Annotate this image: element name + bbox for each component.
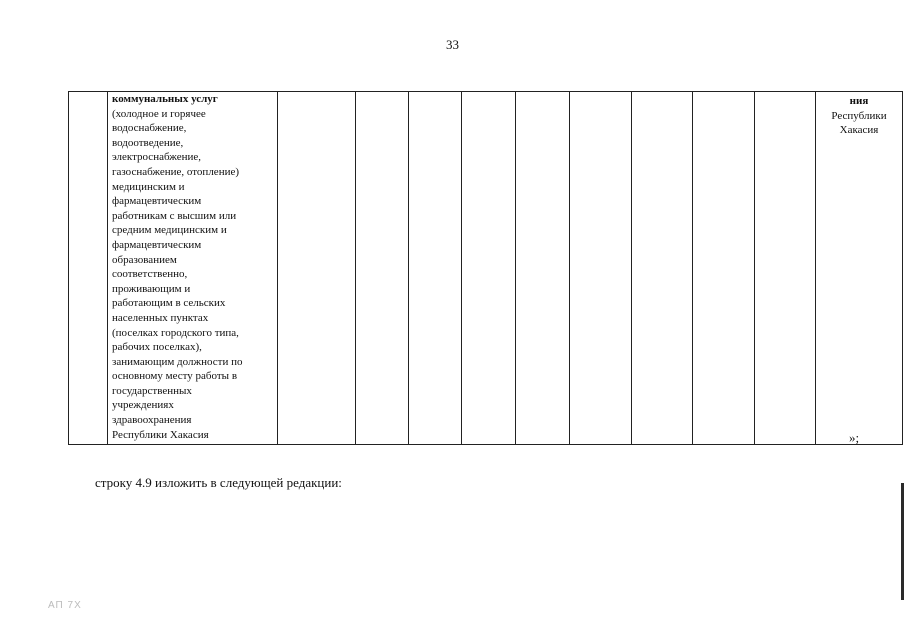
table-cell <box>516 92 570 445</box>
table-cell <box>462 92 516 445</box>
description-line: соответственно, <box>112 268 188 281</box>
description-line: водоотведение, <box>112 136 184 149</box>
description-line: учреждениях <box>112 399 174 412</box>
description-line: фармацевтическим <box>112 238 202 251</box>
description-line: государственных <box>112 384 192 397</box>
table-cell <box>278 92 356 445</box>
description-line: газоснабжение, отопление) <box>112 165 240 178</box>
description-line: работающим в сельских <box>112 297 226 310</box>
footer-code: АП 7Х <box>48 600 82 611</box>
margin-scan-mark <box>901 483 904 600</box>
description-line: рабочих поселках), <box>112 341 202 354</box>
table-cell <box>755 92 816 445</box>
page-number: 33 <box>446 37 459 52</box>
closing-quote: »; <box>849 430 860 445</box>
table-cell <box>409 92 462 445</box>
description-line: водоснабжение, <box>112 122 187 135</box>
executor-line: ния <box>849 95 869 107</box>
description-line: (поселках городского типа, <box>112 326 239 339</box>
executor-line: Республики <box>831 109 887 122</box>
table-cell <box>356 92 409 445</box>
description-line: Республики Хакасия <box>112 428 209 441</box>
description-line: занимающим должности по <box>112 355 243 368</box>
description-line: фармацевтическим <box>112 195 202 208</box>
description-line: коммунальных услуг <box>112 93 218 105</box>
instruction-text: строку 4.9 изложить в следующей редакции: <box>95 475 342 490</box>
executor-line: Хакасия <box>839 124 879 137</box>
table-cell-number <box>69 92 108 445</box>
table-cell <box>632 92 693 445</box>
table-cell <box>570 92 632 445</box>
description-line: основному месту работы в <box>112 370 238 383</box>
table-row <box>69 92 903 445</box>
description-line: работникам с высшим или <box>112 209 237 222</box>
description-line: электроснабжение, <box>112 151 202 164</box>
table-cell-executor <box>816 92 903 445</box>
table-cell-description <box>108 92 278 445</box>
description-line: образованием <box>112 253 177 266</box>
budget-table <box>68 91 903 445</box>
description-line: проживающим и <box>112 282 191 295</box>
description-line: медицинским и <box>112 180 185 193</box>
description-line: населенных пунктах <box>112 311 209 324</box>
description-line: средним медицинским и <box>112 224 227 237</box>
description-line: (холодное и горячее <box>112 107 206 120</box>
table-cell <box>693 92 755 445</box>
description-line: здравоохранения <box>112 414 192 427</box>
